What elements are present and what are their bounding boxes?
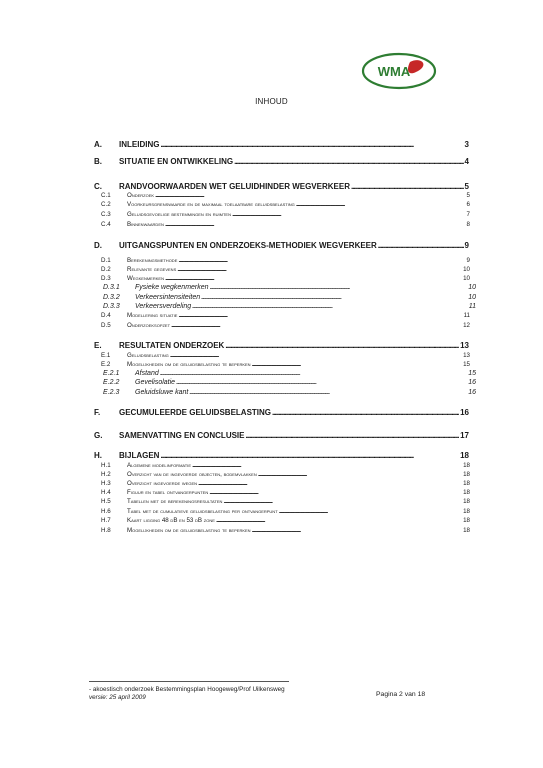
toc-entry-page: 18 — [463, 462, 470, 469]
toc-leader-dots — [155, 192, 466, 199]
toc-entry-number: E.2.1 — [103, 370, 120, 377]
toc-entry-page: 9 — [466, 257, 470, 264]
toc-entry — [103, 389, 476, 396]
toc-leader-dots — [165, 275, 462, 282]
toc-entry-page: 18 — [463, 498, 470, 505]
toc-entry-page: 9 — [464, 241, 469, 250]
toc-entry-number: C.3 — [101, 211, 111, 218]
toc-entry-number: D.3.1 — [103, 284, 120, 291]
toc-entry-number: D.5 — [101, 322, 111, 329]
toc-entry — [101, 498, 470, 505]
toc-entry-number: E.1 — [101, 352, 111, 359]
toc-entry-title: SAMENVATTING EN CONCLUSIE — [119, 431, 245, 440]
toc-leader-dots — [252, 527, 463, 534]
toc-entry-title: BIJLAGEN — [119, 451, 160, 460]
footer-document-info — [89, 686, 285, 702]
toc-leader-dots — [296, 201, 466, 208]
toc-entry-number: H.3 — [101, 480, 111, 487]
toc-entry-title: Tabellen met de berekeningsresultaten — [127, 498, 223, 505]
toc-leader-dots — [192, 462, 462, 469]
toc-entry — [101, 462, 470, 469]
toc-entry — [101, 489, 470, 496]
toc-entry — [101, 257, 470, 264]
toc-entry-page: 16 — [460, 408, 469, 417]
toc-entry-title: RESULTATEN ONDERZOEK — [119, 341, 225, 350]
toc-entry-page: 12 — [463, 322, 470, 329]
toc-entry-number: G. — [94, 431, 103, 440]
toc-entry — [103, 284, 476, 291]
toc-entry-page: 10 — [463, 266, 470, 273]
toc-entry-number: D. — [94, 241, 102, 250]
toc-entry-number: H.6 — [101, 508, 111, 515]
toc-entry-page: 18 — [463, 480, 470, 487]
toc-leader-dots — [245, 431, 459, 440]
toc-entry-title: Overzicht van de ingevoerde objecten, bodemvlakken — [127, 471, 257, 478]
toc-entry-title: Overzicht ingevoerde wegen — [127, 480, 198, 487]
toc-leader-dots — [351, 182, 464, 191]
toc-entry — [101, 471, 470, 478]
toc-leader-dots — [232, 211, 466, 218]
toc-entry-page: 8 — [466, 221, 470, 228]
toc-entry-number: E.2.3 — [103, 389, 120, 396]
toc-entry-page: 10 — [463, 275, 470, 282]
toc-entry — [94, 140, 469, 149]
toc-entry-page: 18 — [463, 489, 470, 496]
toc-leader-dots — [178, 257, 465, 264]
toc-leader-dots — [178, 312, 462, 319]
toc-leader-dots — [234, 157, 463, 166]
toc-entry-title: Relevante gegevens — [127, 266, 177, 273]
toc-entry-page: 11 — [463, 312, 470, 319]
toc-entry-page: 11 — [468, 303, 476, 310]
toc-entry-number: H.4 — [101, 489, 111, 496]
toc-entry-title: Modellering situatie — [127, 312, 178, 319]
toc-entry-page: 18 — [463, 508, 470, 515]
toc-leader-dots — [225, 341, 459, 350]
toc-entry — [103, 379, 476, 386]
toc-entry-title: Mogelijkheden om de geluidsbelasting te beperken — [127, 527, 251, 534]
toc-leader-dots — [170, 352, 462, 359]
logo-text: WMA — [377, 64, 411, 79]
toc-entry-page: 5 — [466, 192, 470, 199]
toc-entry — [101, 266, 470, 273]
toc-leader-dots — [165, 221, 466, 228]
toc-entry-page: 15 — [468, 370, 476, 377]
toc-leader-dots — [209, 489, 462, 496]
toc-leader-dots — [272, 408, 459, 417]
toc-entry — [101, 192, 470, 199]
toc-entry-number: H.8 — [101, 527, 111, 534]
footer-page-number: Pagina 2 van 18 — [376, 691, 426, 698]
toc-entry-title: INLEIDING — [119, 140, 160, 149]
toc-entry — [94, 408, 469, 417]
toc-entry-number: C.1 — [101, 192, 111, 199]
toc-entry-page: 4 — [464, 157, 469, 166]
toc-entry-number: D.1 — [101, 257, 111, 264]
toc-entry-page: 18 — [463, 471, 470, 478]
toc-entry-title: Kaart ligging 48 dB en 53 dB zone — [127, 517, 215, 524]
toc-entry-number: C. — [94, 182, 102, 191]
toc-entry-title: Algemene modelinformatie — [127, 462, 192, 469]
toc-entry-number: D.3 — [101, 275, 111, 282]
toc-entry-page: 13 — [463, 352, 470, 359]
toc-entry-page: 13 — [460, 341, 469, 350]
toc-leader-dots — [198, 480, 462, 487]
toc-entry-number: D.3.2 — [103, 294, 120, 301]
toc-entry-number: B. — [94, 157, 102, 166]
toc-leader-dots — [177, 266, 462, 273]
toc-entry-title: Onderzoeksopzet — [127, 322, 171, 329]
toc-entry-page: 10 — [468, 294, 476, 301]
toc-entry-number: H.5 — [101, 498, 111, 505]
toc-entry — [101, 201, 470, 208]
toc-leader-dots — [258, 471, 462, 478]
toc-entry-title: UITGANGSPUNTEN EN ONDERZOEKS-METHODIEK WEGVERKEER — [119, 241, 377, 250]
footer-document-title: - akoestisch onderzoek Bestemmingsplan Hoogeweg/Prof Uilkensweg — [89, 686, 285, 693]
toc-entry-number: F. — [94, 408, 101, 417]
toc-entry-page: 16 — [468, 389, 476, 396]
toc-entry — [101, 361, 470, 368]
toc-entry-title: Figuur en tabel ontvangerpunten — [127, 489, 209, 496]
toc-entry — [101, 527, 470, 534]
toc-entry — [101, 211, 470, 218]
toc-entry-title: Gevelisolatie — [135, 379, 176, 386]
toc-entry-title: Onderzoek — [127, 192, 155, 199]
toc-entry-title: GECUMULEERDE GELUIDSBELASTING — [119, 408, 272, 417]
toc-entry — [103, 303, 476, 310]
toc-entry — [103, 370, 476, 377]
toc-entry-number: E.2 — [101, 361, 111, 368]
toc-entry — [101, 352, 470, 359]
toc-entry-title: Berekeningsmethode — [127, 257, 178, 264]
toc-entry-page: 10 — [468, 284, 476, 291]
toc-entry — [94, 431, 469, 440]
toc-entry-title: Afstand — [135, 370, 159, 377]
toc-entry-number: H.7 — [101, 517, 111, 524]
toc-entry-number: E. — [94, 341, 102, 350]
toc-entry-number: H. — [94, 451, 102, 460]
toc-entry-title: Geluidsluwe kant — [135, 389, 189, 396]
toc-entry-number: C.4 — [101, 221, 111, 228]
toc-entry-title: SITUATIE EN ONTWIKKELING — [119, 157, 234, 166]
toc-entry-page: 5 — [464, 182, 469, 191]
toc-entry — [94, 157, 469, 166]
toc-leader-dots — [216, 517, 462, 524]
toc-entry — [101, 312, 470, 319]
toc-entry-title: Fysieke wegkenmerken — [135, 284, 209, 291]
toc-entry-page: 6 — [466, 201, 470, 208]
toc-entry — [94, 451, 469, 460]
toc-entry — [103, 294, 476, 301]
toc-entry — [101, 221, 470, 228]
toc-entry-number: C.2 — [101, 201, 111, 208]
toc-leader-dots — [189, 389, 467, 396]
toc-entry-title: Voorkeursgrenswaarde en de maximaal toelaatbare geluidsbelasting — [127, 201, 295, 208]
toc-entry-page: 3 — [464, 140, 469, 149]
toc-entry — [101, 508, 470, 515]
toc-entry-number: D.3.3 — [103, 303, 120, 310]
toc-entry-page: 18 — [463, 527, 470, 534]
toc-entry-title: Tabel met de cumulatieve geluidsbelasting per ontvangerpunt — [127, 508, 278, 515]
toc-leader-dots — [160, 451, 459, 460]
footer-divider — [89, 681, 289, 682]
footer-version: versie: 25 april 2009 — [89, 694, 146, 701]
toc-entry — [94, 241, 469, 250]
toc-leader-dots — [378, 241, 464, 250]
toc-entry-title: Geluidsgevoelige bestemmingen en ruimten — [127, 211, 231, 218]
toc-entry-number: D.4 — [101, 312, 111, 319]
toc-entry-title: Verkeersintensiteiten — [135, 294, 201, 301]
toc-entry — [94, 182, 469, 191]
toc-leader-dots — [192, 303, 468, 310]
toc-entry-title: Verkeersverdeling — [135, 303, 192, 310]
toc-entry-number: E.2.2 — [103, 379, 120, 386]
toc-entry-page: 18 — [463, 517, 470, 524]
toc-leader-dots — [252, 361, 463, 368]
toc-leader-dots — [171, 322, 462, 329]
toc-entry-title: RANDVOORWAARDEN WET GELUIDHINDER WEGVERKEER — [119, 182, 350, 191]
toc-entry-number: D.2 — [101, 266, 111, 273]
toc-leader-dots — [160, 140, 463, 149]
toc-leader-dots — [160, 370, 467, 377]
toc-leader-dots — [210, 284, 468, 291]
toc-entry-title: Geluidsbelasting — [127, 352, 169, 359]
toc-entry-page: 17 — [460, 431, 469, 440]
page-heading: INHOUD — [255, 97, 288, 106]
toc-leader-dots — [201, 294, 467, 301]
toc-entry — [101, 480, 470, 487]
toc-entry-number: H.2 — [101, 471, 111, 478]
toc-entry-number: A. — [94, 140, 102, 149]
toc-entry — [101, 322, 470, 329]
toc-entry-page: 7 — [466, 211, 470, 218]
toc-leader-dots — [176, 379, 467, 386]
toc-entry-title: Binnenwaarden — [127, 221, 164, 228]
toc-entry-page: 16 — [468, 379, 476, 386]
toc-entry — [94, 341, 469, 350]
toc-entry-number: H.1 — [101, 462, 111, 469]
toc-entry-page: 15 — [463, 361, 470, 368]
toc-leader-dots — [223, 498, 462, 505]
toc-entry-page: 18 — [460, 451, 469, 460]
toc-entry — [101, 275, 470, 282]
toc-entry-title: Wegkenmerken — [127, 275, 164, 282]
toc-entry-title: Mogelijkheden om de geluidsbelasting te beperken — [127, 361, 251, 368]
toc-leader-dots — [279, 508, 462, 515]
toc-entry — [101, 517, 470, 524]
